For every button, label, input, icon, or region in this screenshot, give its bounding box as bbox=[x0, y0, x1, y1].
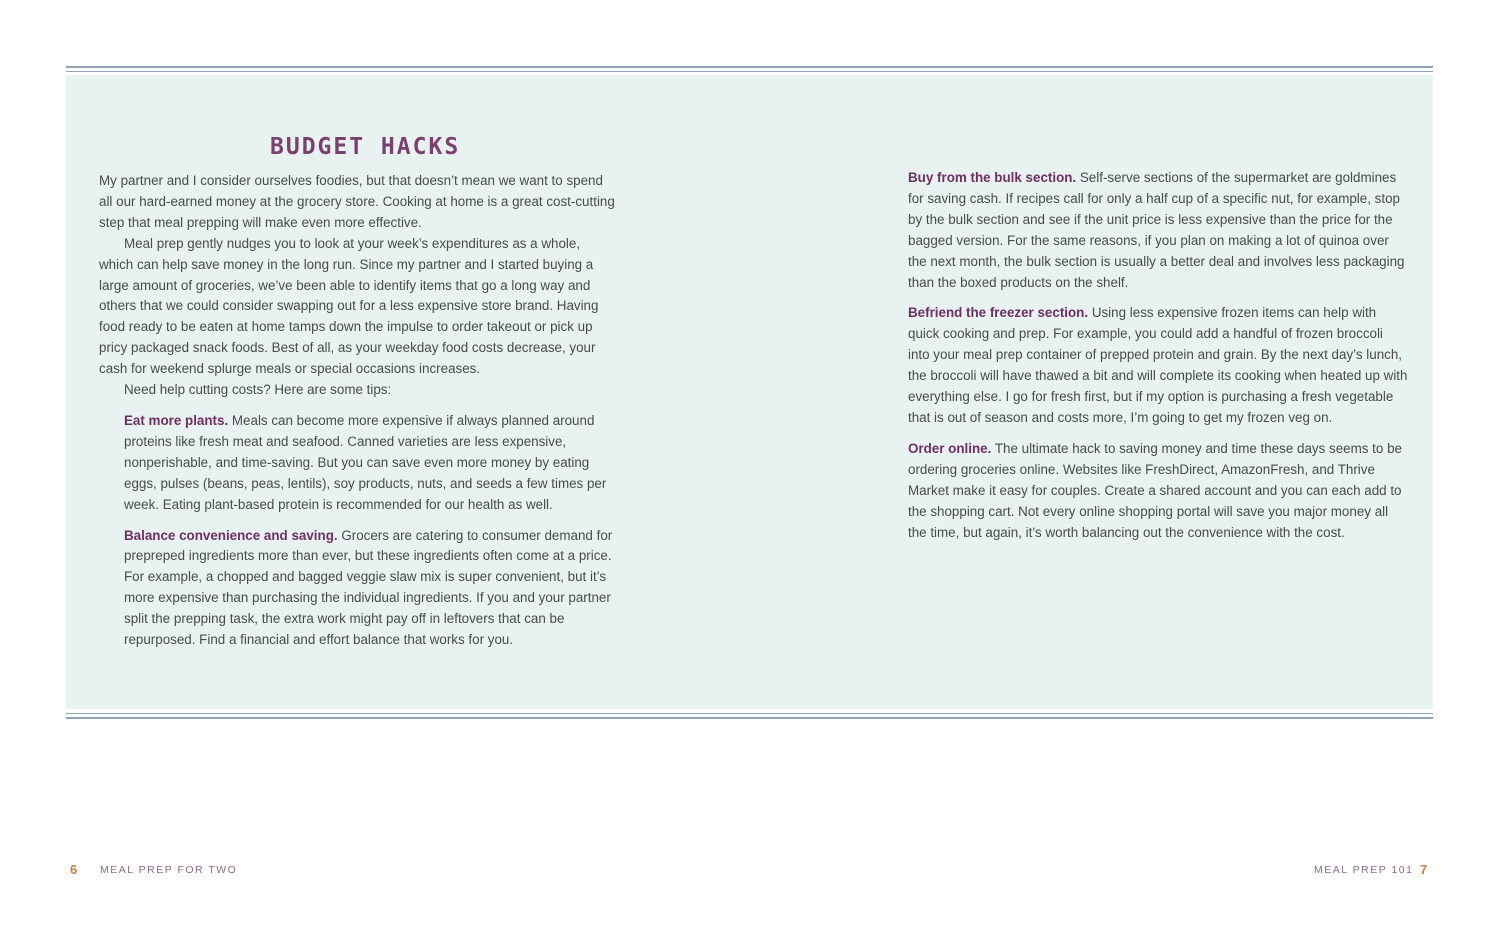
left-page-number: 6 bbox=[70, 862, 78, 877]
right-column bbox=[908, 168, 1408, 543]
section-heading: BUDGET HACKS bbox=[270, 134, 461, 160]
tip-heading: Eat more plants. bbox=[124, 412, 229, 428]
tip-heading: Balance convenience and saving. bbox=[124, 527, 338, 543]
intro-paragraph: My partner and I consider ourselves foodies, but that doesn’t mean we want to spend all our hard-earned money at the grocery store. Cooking at home is a great cost-cutting step that meal prepping will make even more effective. bbox=[99, 173, 615, 230]
tip-heading: Order online. bbox=[908, 440, 992, 456]
tip-body: Self-serve sections of the supermarket are goldmines for saving cash. If recipes call for only a half cup of a specific nut, for example, stop by the bulk section and see if the unit price is less expensive than the price for the bagged version. For the same reasons, if you plan on making a lot of quinoa over the next month, the bulk section is usually a better deal and involves less packaging than the boxed products on the shelf. bbox=[908, 170, 1405, 290]
top-rule-outer bbox=[66, 66, 1433, 68]
tip-body: Grocers are catering to consumer demand for prepreped ingredients more than ever, but these ingredients often come at a price. For example, a chopped and bagged veggie slaw mix is super convenient, but it’s more expensive than purchasing the individual ingredients. If you and your partner split the prepping task, the extra work might pay off in leftovers that can be repurposed. Find a financial and effort balance that works for you. bbox=[124, 527, 613, 648]
bottom-rule-inner bbox=[66, 713, 1433, 714]
tip-body: Meals can become more expensive if always planned around proteins like fresh meat and seafood. Canned varieties are less expensive, nonperishable, and time-saving. But you can save even more money by eating eggs, pulses (beans, peas, lentils), soy products, nuts, and seeds a few times per week. Eating plant-based protein is recommended for our health as well. bbox=[124, 412, 607, 512]
left-column bbox=[99, 171, 617, 651]
tip-order-online bbox=[908, 439, 1408, 544]
left-running-title: MEAL PREP FOR TWO bbox=[100, 864, 238, 876]
tip-body: Using less expensive frozen items can help with quick cooking and prep. For example, you could add a handful of frozen broccoli into your meal prep container of prepped protein and grain. By the next day’s lunch, the broccoli will have thawed a bit and will complete its cooking when heated up with everything else. I go for fresh first, but if my option is purchasing a fresh vegetable that is out of season and costs more, I’m going to get my frozen veg on. bbox=[908, 305, 1408, 425]
tip-heading: Befriend the freezer section. bbox=[908, 305, 1089, 321]
tip-eat-more-plants bbox=[99, 411, 617, 516]
top-rule-inner bbox=[66, 71, 1433, 72]
tip-balance-convenience bbox=[99, 526, 617, 651]
body-paragraph: Meal prep gently nudges you to look at your week’s expenditures as a whole, which can help save money in the long run. Since my partner and I started buying a large amount of groceries, we’ve been able to identify items that go a long way and others that we could consider swapping out for a less expensive store brand. Having food ready to be eaten at home tamps down the impulse to order takeout or pick up pricy packaged snack foods. Best of all, as your weekday food costs decrease, your cash for weekend splurge meals or special occasions increases. bbox=[99, 235, 599, 377]
right-page-number: 7 bbox=[1420, 862, 1428, 877]
bottom-rule-outer bbox=[66, 717, 1433, 719]
right-running-title: MEAL PREP 101 bbox=[1314, 864, 1414, 876]
tip-freezer-section bbox=[908, 303, 1408, 428]
tip-body: The ultimate hack to saving money and time these days seems to be ordering groceries online. Websites like FreshDirect, AmazonFresh, and Thrive Market make it easy for couples. Create a shared account and you can each add to the shopping cart. Not every online shopping portal will save you major money all the time, but again, it’s worth balancing out the convenience with the cost. bbox=[908, 440, 1402, 540]
tip-heading: Buy from the bulk section. bbox=[908, 170, 1077, 185]
tip-bulk-section bbox=[908, 168, 1408, 293]
tips-lead-in: Need help cutting costs? Here are some tips: bbox=[124, 382, 392, 398]
